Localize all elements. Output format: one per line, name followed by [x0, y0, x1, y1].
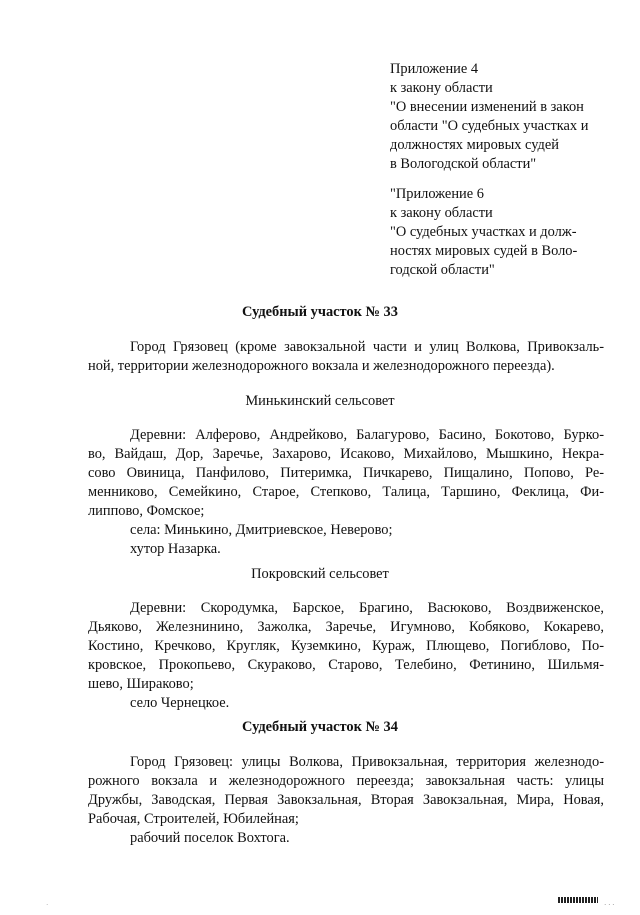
paragraph-line: Дьяково, Железнинино, Зажолка, Заречье, Игумново, Кобяково, Кокарево, [88, 619, 604, 635]
header-line: области "О судебных участках и [390, 118, 589, 134]
scan-mark: · [46, 901, 49, 909]
paragraph-line: липпово, Фомское; [88, 503, 205, 519]
district-33-intro [88, 338, 604, 376]
paragraph-line: села: Минькино, Дмитриевское, Неверово; [130, 522, 393, 538]
paragraph-line: Деревни: Скородумка, Барское, Брагино, Васюково, Воздвиженское, [130, 600, 604, 616]
paragraph-line: кровское, Прокопьево, Скураково, Старово, Телебино, Фетинино, Шильмя- [88, 657, 604, 673]
appendix-header [390, 60, 620, 280]
header-line: "О внесении изменений в закон [390, 99, 584, 115]
header-line: ностях мировых судей в Воло- [390, 243, 578, 259]
council-pokrovsky-title: Покровский сельсовет [251, 566, 389, 582]
council-minkinsky-villages [88, 426, 604, 559]
header-line: "Приложение 6 [390, 186, 484, 202]
paragraph-line: менниково, Семейкино, Старое, Степково, Талица, Таршино, Феклица, Фи- [88, 484, 604, 500]
paragraph-line: Деревни: Алферово, Андрейково, Балагурово, Басино, Бокотово, Бурко- [130, 427, 604, 443]
header-line: к закону области [390, 205, 493, 221]
paragraph-line: шево, Шираково; [88, 676, 194, 692]
paragraph-line: Рабочая, Строителей, Юбилейная; [88, 811, 299, 827]
header-line: должностях мировых судей [390, 137, 559, 153]
paragraph-line: Дружбы, Заводская, Первая Завокзальная, Вторая Завокзальная, Мира, Новая, [88, 792, 604, 808]
paragraph-line: хутор Назарка. [130, 541, 221, 557]
paragraph-line: село Чернецкое. [130, 695, 230, 711]
barcode-mark [558, 897, 598, 903]
header-line: к закону области [390, 80, 493, 96]
header-line: Приложение 4 [390, 61, 479, 77]
paragraph-line: ной, территории железнодорожного вокзала и железнодорожного переезда). [88, 358, 555, 374]
header-line: годской области" [390, 262, 495, 278]
header-line: в Вологодской области" [390, 156, 537, 172]
paragraph-line: рожного вокзала и железнодорожного переезда; завокзальная часть: улицы [88, 773, 604, 789]
district-33-title: Судебный участок № 33 [242, 304, 398, 320]
scan-mark: · · · [604, 901, 615, 909]
paragraph-line: Город Грязовец: улицы Волкова, Привокзальная, территория железнодо- [130, 754, 604, 770]
district-34-title: Судебный участок № 34 [242, 719, 398, 735]
paragraph-line: во, Вайдаш, Дор, Заречье, Захарово, Исаково, Михайлово, Мышкино, Некра- [88, 446, 604, 462]
header-line: "О судебных участках и долж- [390, 224, 577, 240]
council-minkinsky-title: Минькинский сельсовет [245, 393, 395, 409]
district-34-intro [88, 753, 604, 848]
paragraph-line: рабочий поселок Вохтога. [130, 830, 290, 846]
paragraph-line: сово Овиница, Панфилово, Питеримка, Пичкарево, Пищалино, Попово, Ре- [88, 465, 604, 481]
paragraph-line: Костино, Кречково, Кругляк, Куземкино, Кураж, Плющево, Погиблово, По- [88, 638, 604, 654]
council-pokrovsky-villages [88, 599, 604, 713]
paragraph-line: Город Грязовец (кроме завокзальной части и улиц Волкова, Привокзаль- [130, 339, 604, 355]
